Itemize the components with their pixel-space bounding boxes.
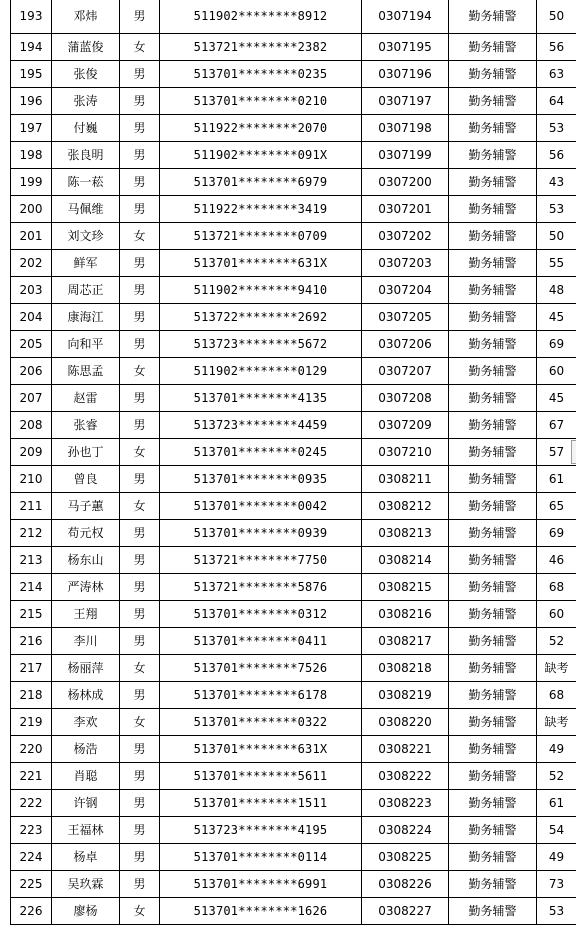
score-cell: 53 (537, 196, 576, 223)
score-cell: 60 (537, 601, 576, 628)
serial-number-cell: 200 (11, 196, 52, 223)
gender-cell: 男 (120, 0, 160, 34)
score-cell: 46 (537, 547, 576, 574)
gender-cell: 男 (120, 385, 160, 412)
serial-number-cell: 223 (11, 817, 52, 844)
score-cell: 69 (537, 520, 576, 547)
id-number-cell: 513723********4195 (160, 817, 362, 844)
score-cell: 61 (537, 466, 576, 493)
name-cell: 陈一菘 (52, 169, 120, 196)
exam-number-cell: 0308214 (362, 547, 449, 574)
gender-cell: 男 (120, 412, 160, 439)
gender-cell: 男 (120, 61, 160, 88)
table-row (11, 304, 576, 331)
table-row (11, 439, 576, 466)
serial-number-cell: 214 (11, 574, 52, 601)
serial-number-cell: 213 (11, 547, 52, 574)
exam-number-cell: 0307197 (362, 88, 449, 115)
table-row (11, 466, 576, 493)
table-row (11, 412, 576, 439)
position-cell: 勤务辅警 (449, 898, 537, 925)
serial-number-cell: 204 (11, 304, 52, 331)
score-cell: 63 (537, 61, 576, 88)
name-cell: 杨东山 (52, 547, 120, 574)
name-cell: 肖聪 (52, 763, 120, 790)
gender-cell: 男 (120, 250, 160, 277)
exam-number-cell: 0307207 (362, 358, 449, 385)
score-cell: 缺考 (537, 709, 576, 736)
exam-number-cell: 0308211 (362, 466, 449, 493)
name-cell: 杨卓 (52, 844, 120, 871)
gender-cell: 男 (120, 736, 160, 763)
score-cell: 69 (537, 331, 576, 358)
gender-cell: 男 (120, 196, 160, 223)
score-cell: 45 (537, 304, 576, 331)
exam-number-cell: 0308220 (362, 709, 449, 736)
serial-number-cell: 220 (11, 736, 52, 763)
position-cell: 勤务辅警 (449, 358, 537, 385)
score-cell: 48 (537, 277, 576, 304)
table-row (11, 790, 576, 817)
score-cell: 68 (537, 574, 576, 601)
table-row (11, 871, 576, 898)
position-cell: 勤务辅警 (449, 61, 537, 88)
name-cell: 吴玖霖 (52, 871, 120, 898)
score-cell: 43 (537, 169, 576, 196)
serial-number-cell: 198 (11, 142, 52, 169)
name-cell: 康海江 (52, 304, 120, 331)
serial-number-cell: 193 (11, 0, 52, 34)
position-cell: 勤务辅警 (449, 601, 537, 628)
position-cell: 勤务辅警 (449, 439, 537, 466)
name-cell: 王福林 (52, 817, 120, 844)
name-cell: 张睿 (52, 412, 120, 439)
name-cell: 张涛 (52, 88, 120, 115)
id-number-cell: 513701********0322 (160, 709, 362, 736)
serial-number-cell: 199 (11, 169, 52, 196)
exam-number-cell: 0308227 (362, 898, 449, 925)
position-cell: 勤务辅警 (449, 790, 537, 817)
gender-cell: 男 (120, 277, 160, 304)
table-row (11, 898, 576, 925)
table-row (11, 169, 576, 196)
serial-number-cell: 196 (11, 88, 52, 115)
name-cell: 杨丽萍 (52, 655, 120, 682)
gender-cell: 女 (120, 358, 160, 385)
table-row (11, 196, 576, 223)
table-row (11, 223, 576, 250)
score-cell: 45 (537, 385, 576, 412)
exam-number-cell: 0308217 (362, 628, 449, 655)
name-cell: 陈思孟 (52, 358, 120, 385)
score-cell: 61 (537, 790, 576, 817)
exam-number-cell: 0307194 (362, 0, 449, 34)
id-number-cell: 513701********5611 (160, 763, 362, 790)
gender-cell: 男 (120, 331, 160, 358)
gender-cell: 男 (120, 763, 160, 790)
gender-cell: 男 (120, 520, 160, 547)
name-cell: 邓炜 (52, 0, 120, 34)
exam-number-cell: 0307202 (362, 223, 449, 250)
position-cell: 勤务辅警 (449, 304, 537, 331)
exam-number-cell: 0308223 (362, 790, 449, 817)
gender-cell: 男 (120, 817, 160, 844)
id-number-cell: 513701********0235 (160, 61, 362, 88)
serial-number-cell: 194 (11, 34, 52, 61)
position-cell: 勤务辅警 (449, 0, 537, 34)
position-cell: 勤务辅警 (449, 736, 537, 763)
name-cell: 孙也丁 (52, 439, 120, 466)
gender-cell: 男 (120, 169, 160, 196)
exam-number-cell: 0308225 (362, 844, 449, 871)
id-number-cell: 513701********1626 (160, 898, 362, 925)
serial-number-cell: 206 (11, 358, 52, 385)
gender-cell: 女 (120, 655, 160, 682)
id-number-cell: 513701********6979 (160, 169, 362, 196)
score-cell: 49 (537, 736, 576, 763)
id-number-cell: 513701********0245 (160, 439, 362, 466)
gender-cell: 男 (120, 871, 160, 898)
score-cell: 56 (537, 34, 576, 61)
table-row (11, 601, 576, 628)
position-cell: 勤务辅警 (449, 385, 537, 412)
name-cell: 周芯正 (52, 277, 120, 304)
exam-number-cell: 0308226 (362, 871, 449, 898)
id-number-cell: 513721********7750 (160, 547, 362, 574)
position-cell: 勤务辅警 (449, 277, 537, 304)
id-number-cell: 511902********9410 (160, 277, 362, 304)
exam-number-cell: 0308219 (362, 682, 449, 709)
id-number-cell: 513701********0935 (160, 466, 362, 493)
score-cell: 55 (537, 250, 576, 277)
position-cell: 勤务辅警 (449, 844, 537, 871)
score-cell: 56 (537, 142, 576, 169)
score-cell: 53 (537, 898, 576, 925)
id-number-cell: 513721********2382 (160, 34, 362, 61)
exam-number-cell: 0307200 (362, 169, 449, 196)
table-row (11, 763, 576, 790)
position-cell: 勤务辅警 (449, 628, 537, 655)
serial-number-cell: 222 (11, 790, 52, 817)
serial-number-cell: 215 (11, 601, 52, 628)
serial-number-cell: 195 (11, 61, 52, 88)
name-cell: 李欢 (52, 709, 120, 736)
id-number-cell: 511902********0129 (160, 358, 362, 385)
serial-number-cell: 221 (11, 763, 52, 790)
table-row (11, 844, 576, 871)
serial-number-cell: 219 (11, 709, 52, 736)
score-cell: 57 (537, 439, 576, 466)
serial-number-cell: 201 (11, 223, 52, 250)
name-cell: 杨林成 (52, 682, 120, 709)
table-row (11, 628, 576, 655)
id-number-cell: 513721********5876 (160, 574, 362, 601)
id-number-cell: 513701********0939 (160, 520, 362, 547)
position-cell: 勤务辅警 (449, 655, 537, 682)
exam-number-cell: 0307209 (362, 412, 449, 439)
edge-scroll-marker (571, 440, 576, 464)
exam-number-cell: 0308216 (362, 601, 449, 628)
id-number-cell: 511902********8912 (160, 0, 362, 34)
table-row (11, 277, 576, 304)
position-cell: 勤务辅警 (449, 466, 537, 493)
id-number-cell: 513701********6178 (160, 682, 362, 709)
gender-cell: 男 (120, 88, 160, 115)
serial-number-cell: 197 (11, 115, 52, 142)
table-row (11, 520, 576, 547)
exam-number-cell: 0307195 (362, 34, 449, 61)
table-row (11, 0, 576, 34)
serial-number-cell: 208 (11, 412, 52, 439)
score-cell: 54 (537, 817, 576, 844)
serial-number-cell: 210 (11, 466, 52, 493)
serial-number-cell: 226 (11, 898, 52, 925)
table-row (11, 574, 576, 601)
name-cell: 杨浩 (52, 736, 120, 763)
id-number-cell: 513701********4135 (160, 385, 362, 412)
id-number-cell: 513701********6991 (160, 871, 362, 898)
name-cell: 廖杨 (52, 898, 120, 925)
position-cell: 勤务辅警 (449, 223, 537, 250)
exam-number-cell: 0308213 (362, 520, 449, 547)
table-row (11, 682, 576, 709)
score-cell: 50 (537, 223, 576, 250)
serial-number-cell: 212 (11, 520, 52, 547)
exam-number-cell: 0308215 (362, 574, 449, 601)
table-row (11, 34, 576, 61)
exam-number-cell: 0307196 (362, 61, 449, 88)
results-table-body (11, 0, 576, 925)
results-table (10, 0, 576, 925)
name-cell: 李川 (52, 628, 120, 655)
id-number-cell: 513723********4459 (160, 412, 362, 439)
gender-cell: 女 (120, 223, 160, 250)
id-number-cell: 513722********2692 (160, 304, 362, 331)
exam-number-cell: 0307208 (362, 385, 449, 412)
exam-number-cell: 0307203 (362, 250, 449, 277)
serial-number-cell: 211 (11, 493, 52, 520)
id-number-cell: 513723********5672 (160, 331, 362, 358)
name-cell: 向和平 (52, 331, 120, 358)
score-cell: 73 (537, 871, 576, 898)
table-row (11, 358, 576, 385)
score-cell: 64 (537, 88, 576, 115)
gender-cell: 女 (120, 493, 160, 520)
serial-number-cell: 203 (11, 277, 52, 304)
table-row (11, 250, 576, 277)
id-number-cell: 513701********0114 (160, 844, 362, 871)
name-cell: 刘文珍 (52, 223, 120, 250)
exam-number-cell: 0307204 (362, 277, 449, 304)
position-cell: 勤务辅警 (449, 493, 537, 520)
name-cell: 鲜军 (52, 250, 120, 277)
gender-cell: 女 (120, 709, 160, 736)
name-cell: 赵雷 (52, 385, 120, 412)
id-number-cell: 513721********0709 (160, 223, 362, 250)
exam-number-cell: 0307210 (362, 439, 449, 466)
score-cell: 缺考 (537, 655, 576, 682)
table-row (11, 736, 576, 763)
table-row (11, 88, 576, 115)
position-cell: 勤务辅警 (449, 682, 537, 709)
id-number-cell: 513701********0312 (160, 601, 362, 628)
score-cell: 65 (537, 493, 576, 520)
name-cell: 马子蕙 (52, 493, 120, 520)
exam-number-cell: 0308221 (362, 736, 449, 763)
gender-cell: 男 (120, 574, 160, 601)
gender-cell: 男 (120, 628, 160, 655)
table-row (11, 115, 576, 142)
name-cell: 张良明 (52, 142, 120, 169)
gender-cell: 男 (120, 115, 160, 142)
score-cell: 67 (537, 412, 576, 439)
name-cell: 苟元权 (52, 520, 120, 547)
position-cell: 勤务辅警 (449, 763, 537, 790)
name-cell: 严涛林 (52, 574, 120, 601)
position-cell: 勤务辅警 (449, 412, 537, 439)
table-row (11, 142, 576, 169)
name-cell: 张俊 (52, 61, 120, 88)
name-cell: 马佩维 (52, 196, 120, 223)
serial-number-cell: 218 (11, 682, 52, 709)
id-number-cell: 513701********1511 (160, 790, 362, 817)
score-cell: 53 (537, 115, 576, 142)
exam-number-cell: 0308212 (362, 493, 449, 520)
serial-number-cell: 209 (11, 439, 52, 466)
position-cell: 勤务辅警 (449, 88, 537, 115)
exam-number-cell: 0307206 (362, 331, 449, 358)
table-row (11, 385, 576, 412)
position-cell: 勤务辅警 (449, 520, 537, 547)
exam-number-cell: 0307201 (362, 196, 449, 223)
id-number-cell: 513701********0042 (160, 493, 362, 520)
score-cell: 68 (537, 682, 576, 709)
serial-number-cell: 225 (11, 871, 52, 898)
table-row (11, 493, 576, 520)
gender-cell: 男 (120, 142, 160, 169)
position-cell: 勤务辅警 (449, 709, 537, 736)
exam-number-cell: 0307198 (362, 115, 449, 142)
position-cell: 勤务辅警 (449, 250, 537, 277)
gender-cell: 男 (120, 844, 160, 871)
gender-cell: 男 (120, 601, 160, 628)
id-number-cell: 513701********631X (160, 736, 362, 763)
name-cell: 王翔 (52, 601, 120, 628)
table-row (11, 709, 576, 736)
score-cell: 60 (537, 358, 576, 385)
exam-number-cell: 0308218 (362, 655, 449, 682)
exam-number-cell: 0307205 (362, 304, 449, 331)
results-sheet (10, 0, 569, 925)
id-number-cell: 511922********2070 (160, 115, 362, 142)
position-cell: 勤务辅警 (449, 574, 537, 601)
gender-cell: 男 (120, 466, 160, 493)
exam-number-cell: 0307199 (362, 142, 449, 169)
gender-cell: 男 (120, 547, 160, 574)
name-cell: 蒲蓝俊 (52, 34, 120, 61)
gender-cell: 男 (120, 304, 160, 331)
table-row (11, 655, 576, 682)
position-cell: 勤务辅警 (449, 547, 537, 574)
serial-number-cell: 216 (11, 628, 52, 655)
serial-number-cell: 217 (11, 655, 52, 682)
gender-cell: 男 (120, 682, 160, 709)
score-cell: 50 (537, 0, 576, 34)
name-cell: 许钢 (52, 790, 120, 817)
table-row (11, 547, 576, 574)
serial-number-cell: 202 (11, 250, 52, 277)
position-cell: 勤务辅警 (449, 196, 537, 223)
id-number-cell: 513701********0210 (160, 88, 362, 115)
exam-number-cell: 0308222 (362, 763, 449, 790)
serial-number-cell: 224 (11, 844, 52, 871)
score-cell: 52 (537, 628, 576, 655)
position-cell: 勤务辅警 (449, 169, 537, 196)
position-cell: 勤务辅警 (449, 142, 537, 169)
name-cell: 付巍 (52, 115, 120, 142)
id-number-cell: 513701********0411 (160, 628, 362, 655)
table-row (11, 331, 576, 358)
id-number-cell: 513701********7526 (160, 655, 362, 682)
gender-cell: 女 (120, 439, 160, 466)
position-cell: 勤务辅警 (449, 331, 537, 358)
exam-number-cell: 0308224 (362, 817, 449, 844)
serial-number-cell: 205 (11, 331, 52, 358)
serial-number-cell: 207 (11, 385, 52, 412)
position-cell: 勤务辅警 (449, 871, 537, 898)
position-cell: 勤务辅警 (449, 115, 537, 142)
id-number-cell: 511902********091X (160, 142, 362, 169)
position-cell: 勤务辅警 (449, 817, 537, 844)
id-number-cell: 511922********3419 (160, 196, 362, 223)
id-number-cell: 513701********631X (160, 250, 362, 277)
score-cell: 49 (537, 844, 576, 871)
position-cell: 勤务辅警 (449, 34, 537, 61)
score-cell: 52 (537, 763, 576, 790)
gender-cell: 男 (120, 790, 160, 817)
gender-cell: 女 (120, 34, 160, 61)
name-cell: 曾良 (52, 466, 120, 493)
gender-cell: 女 (120, 898, 160, 925)
table-row (11, 61, 576, 88)
table-row (11, 817, 576, 844)
